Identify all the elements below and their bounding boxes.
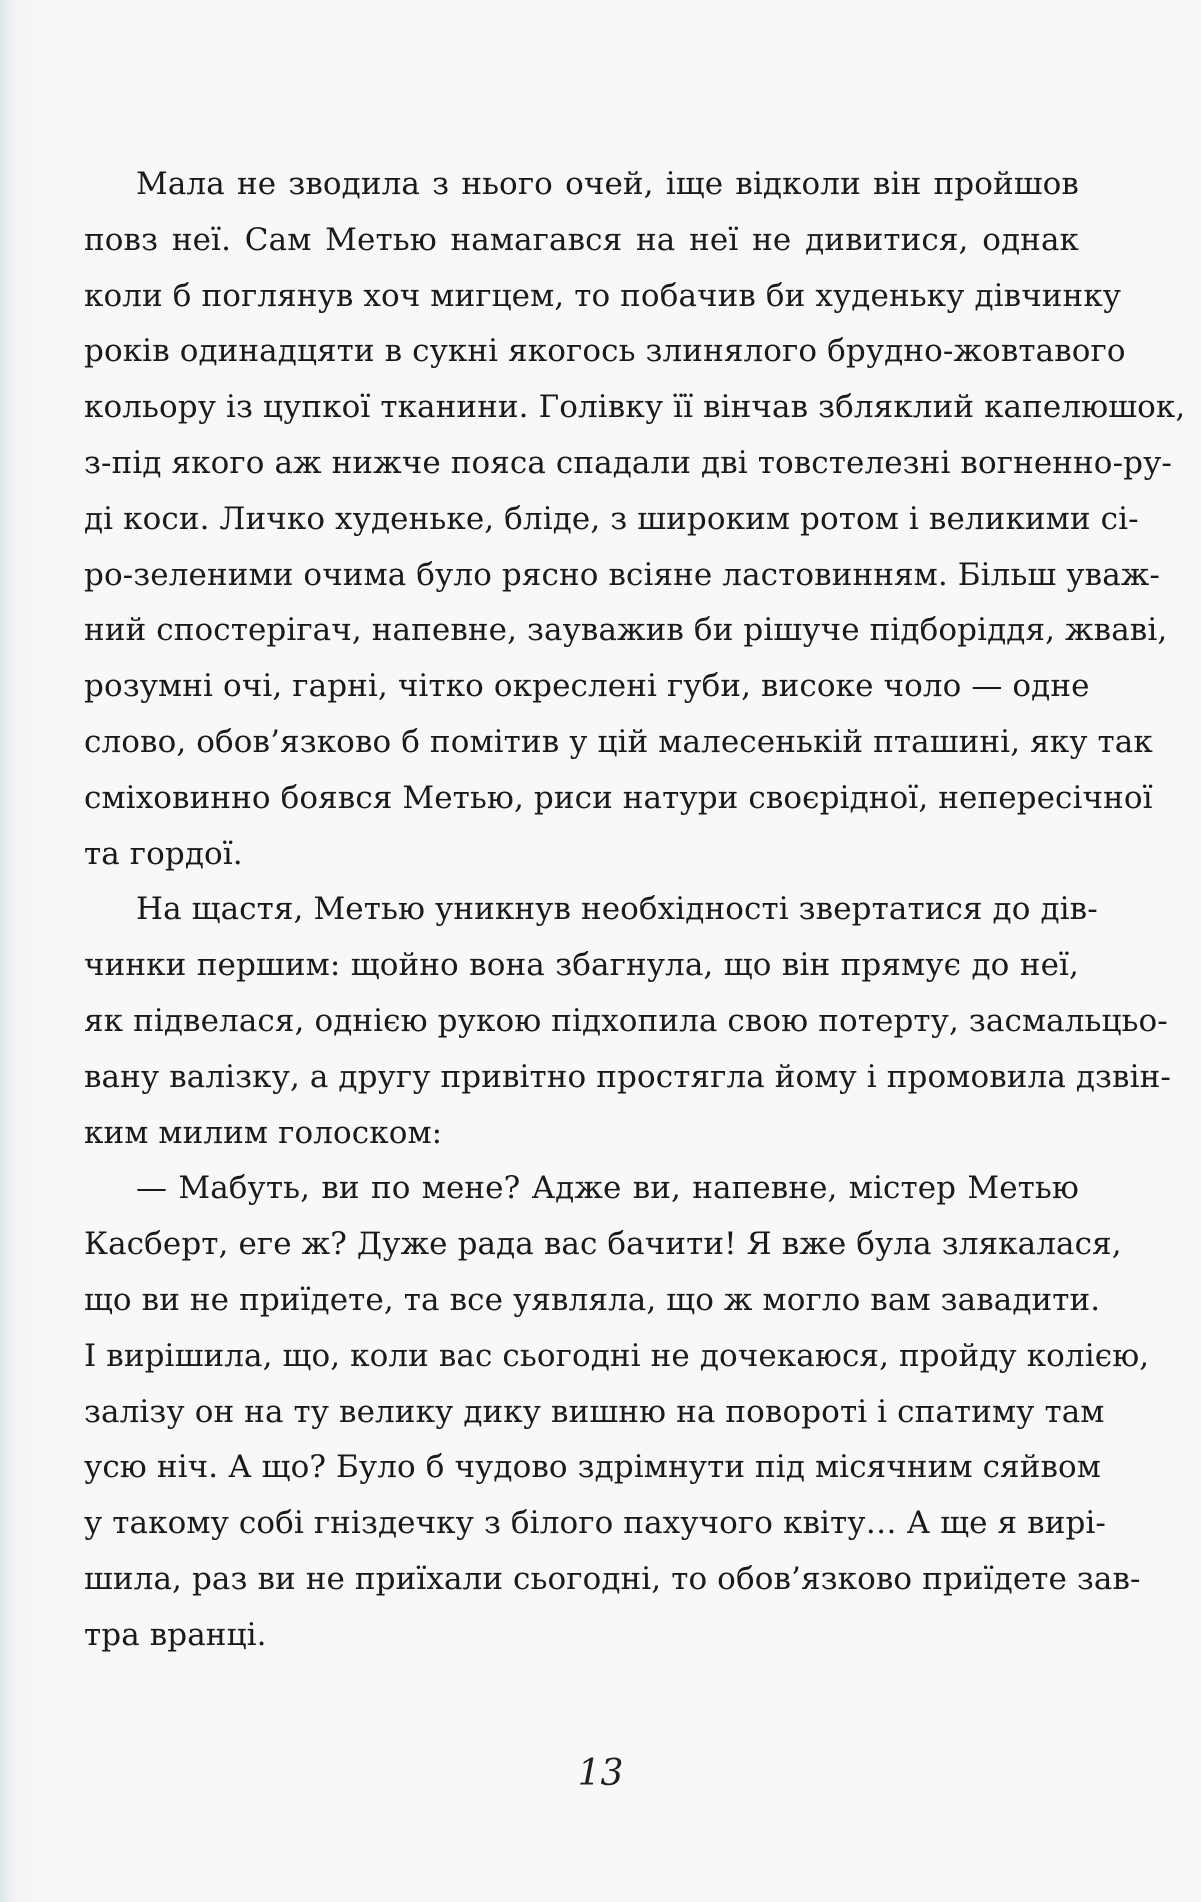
text-line: залізу он на ту велику дику вишню на повороті і спатиму там (84, 1393, 1105, 1430)
text-line: Мала не зводила з нього очей, іще відколи він пройшов (136, 166, 1079, 202)
paragraph-1 (84, 157, 1186, 882)
text-line: як підвелася, однією рукою підхопила свою потерту, засмальцьо- (84, 1002, 1168, 1039)
text-line: На щастя, Метью уникнув необхідності звертатися до дів- (136, 891, 1098, 928)
text-line: повз неї. Сам Метью намагався на неї не дивитися, однак (84, 221, 1079, 258)
text-line: сміховинно боявся Метью, риси натури своєрідної, непересічної (84, 779, 1153, 816)
text-line: ді коси. Личко худеньке, бліде, з широким ротом і великими сі- (84, 500, 1139, 537)
text-line: з-під якого аж нижче пояса спадали дві товстелезні вогненно-ру- (84, 444, 1172, 481)
text-line: років одинадцяти в сукні якогось злинялого брудно-жовтавого (84, 333, 1126, 370)
text-line: коли б поглянув хоч мигцем, то побачив би худеньку дівчинку (84, 277, 1122, 314)
text-line: чинки першим: щойно вона збагнула, що він прямує до неї, (84, 947, 1079, 984)
body-text (84, 157, 1186, 1664)
text-line: розумні очі, гарні, чітко окреслені губи, високе чоло — одне (84, 668, 1090, 705)
text-line: ний спостерігач, напевне, зауважив би рішуче підборіддя, жваві, (84, 612, 1168, 649)
text-line: ро-зеленими очима було рясно всіяне ластовинням. Більш уваж- (84, 556, 1160, 593)
paragraph-3 (84, 1161, 1150, 1663)
text-line: що ви не приїдете, та все уявляла, що ж могло вам завадити. (84, 1281, 1101, 1318)
text-line: усю ніч. А що? Було б чудово здрімнути під місячним сяйвом (84, 1449, 1102, 1486)
text-line: слово, обов’язково б помітив у цій малесенькій пташині, яку так (84, 723, 1153, 760)
text-line: шила, раз ви не приїхали сьогодні, то обов’язково приїдете зав- (84, 1560, 1141, 1597)
text-line: ким милим голоском: (84, 1114, 443, 1151)
page-number: 13 (577, 1753, 624, 1794)
text-line: — Мабуть, ви по мене? Адже ви, напевне, містер Метью (136, 1170, 1079, 1207)
text-line: тра вранці. (84, 1616, 267, 1653)
text-line: Касберт, еге ж? Дуже рада вас бачити! Я вже була злякалася, (84, 1226, 1122, 1263)
text-line: та гордої. (84, 835, 243, 872)
text-line: кольору із цупкої тканини. Голівку її вінчав збляклий капелюшок, (84, 389, 1186, 426)
text-line: вану валізку, а другу привітно простягла йому і промовила дзвін- (84, 1058, 1171, 1095)
text-line: у такому собі гніздечку з білого пахучого квіту… А ще я вирі- (84, 1505, 1106, 1542)
text-line: І вирішила, що, коли вас сьогодні не дочекаюся, пройду колією, (84, 1337, 1150, 1374)
paragraph-2 (84, 882, 1171, 1161)
